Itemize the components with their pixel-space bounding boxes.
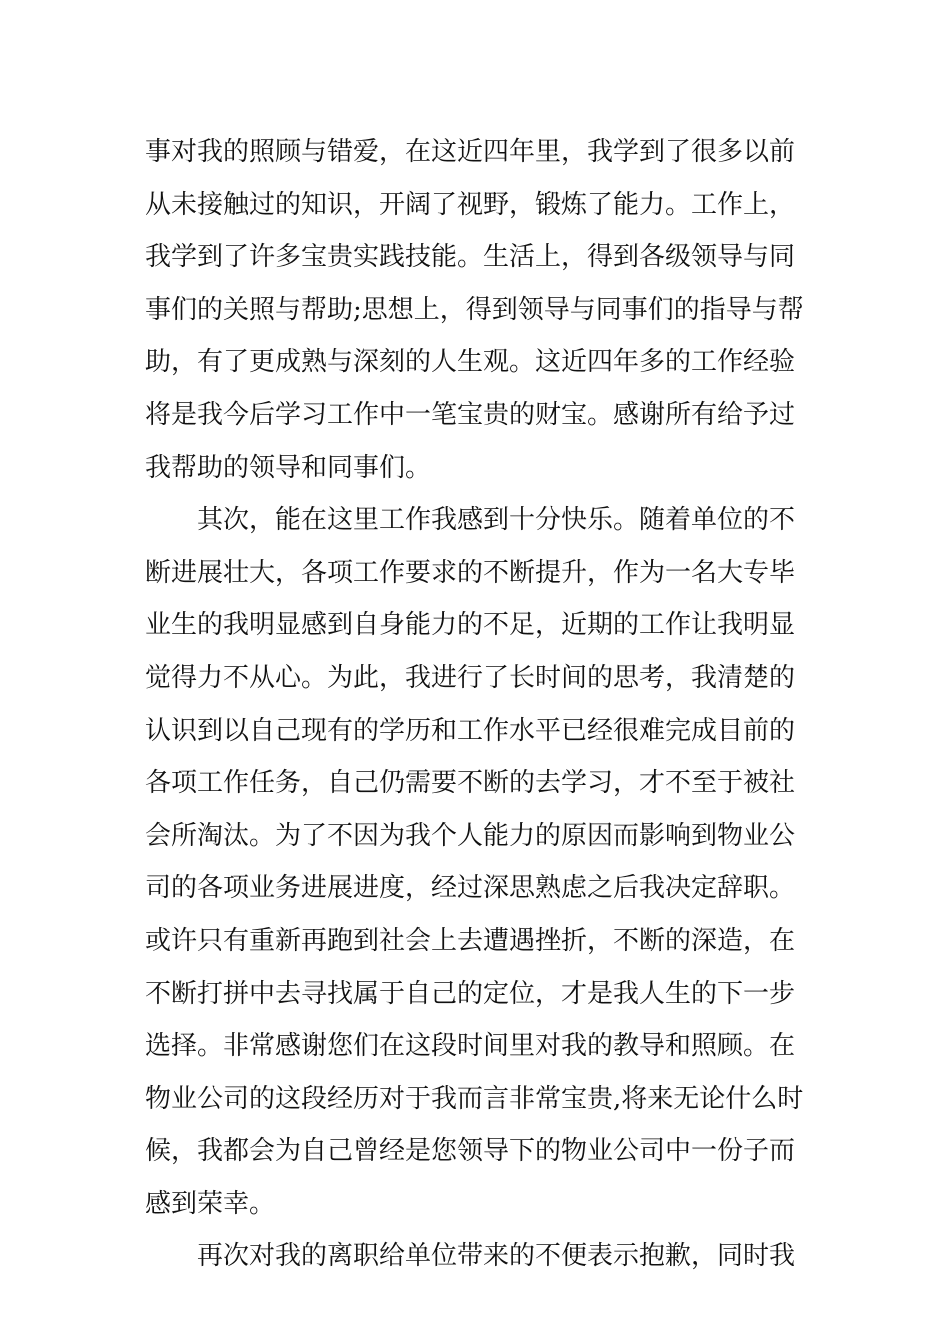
text-line: 选择。非常感谢您们在这段时间里对我的教导和照顾。在 xyxy=(145,1031,796,1062)
paragraph-3 xyxy=(145,1230,810,1283)
text-line: 我帮助的领导和同事们。 xyxy=(145,452,432,483)
text-line: 事们的关照与帮助;思想上，得到领导与同事们的指导与帮 xyxy=(145,294,804,325)
text-line: 助，有了更成熟与深刻的人生观。这近四年多的工作经验 xyxy=(145,347,796,378)
text-line: 觉得力不从心。为此，我进行了长时间的思考，我清楚的 xyxy=(145,662,796,693)
text-line: 不断打拼中去寻找属于自己的定位，才是我人生的下一步 xyxy=(145,978,796,1009)
paragraph-2 xyxy=(145,494,810,1230)
text-line: 断进展壮大，各项工作要求的不断提升，作为一名大专毕 xyxy=(145,557,796,588)
text-line: 将是我今后学习工作中一笔宝贵的财宝。感谢所有给予过 xyxy=(145,399,796,430)
text-line: 会所淘汰。为了不因为我个人能力的原因而影响到物业公 xyxy=(145,820,796,851)
text-line: 感到荣幸。 xyxy=(145,1188,276,1219)
body-text xyxy=(145,126,810,1283)
text-line: 或许只有重新再跑到社会上去遭遇挫折，不断的深造，在 xyxy=(145,925,796,956)
text-line: 各项工作任务，自己仍需要不断的去学习，才不至于被社 xyxy=(145,768,796,799)
text-line: 认识到以自己现有的学历和工作水平已经很难完成目前的 xyxy=(145,715,796,746)
text-line: 司的各项业务进展进度，经过深思熟虑之后我决定辞职。 xyxy=(145,873,796,904)
paragraph-1 xyxy=(145,126,810,494)
text-line: 业生的我明显感到自身能力的不足，近期的工作让我明显 xyxy=(145,610,796,641)
text-line: 从未接触过的知识，开阔了视野，锻炼了能力。工作上， xyxy=(145,189,796,220)
text-line: 事对我的照顾与错爱，在这近四年里，我学到了很多以前 xyxy=(145,137,796,167)
text-line: 候，我都会为自己曾经是您领导下的物业公司中一份子而 xyxy=(145,1136,796,1167)
text-line: 物业公司的这段经历对于我而言非常宝贵,将来无论什么时 xyxy=(145,1083,804,1114)
text-line: 其次，能在这里工作我感到十分快乐。随着单位的不 xyxy=(197,505,796,536)
text-line: 再次对我的离职给单位带来的不便表示抱歉，同时我 xyxy=(197,1241,796,1272)
text-line: 我学到了许多宝贵实践技能。生活上，得到各级领导与同 xyxy=(145,242,796,273)
